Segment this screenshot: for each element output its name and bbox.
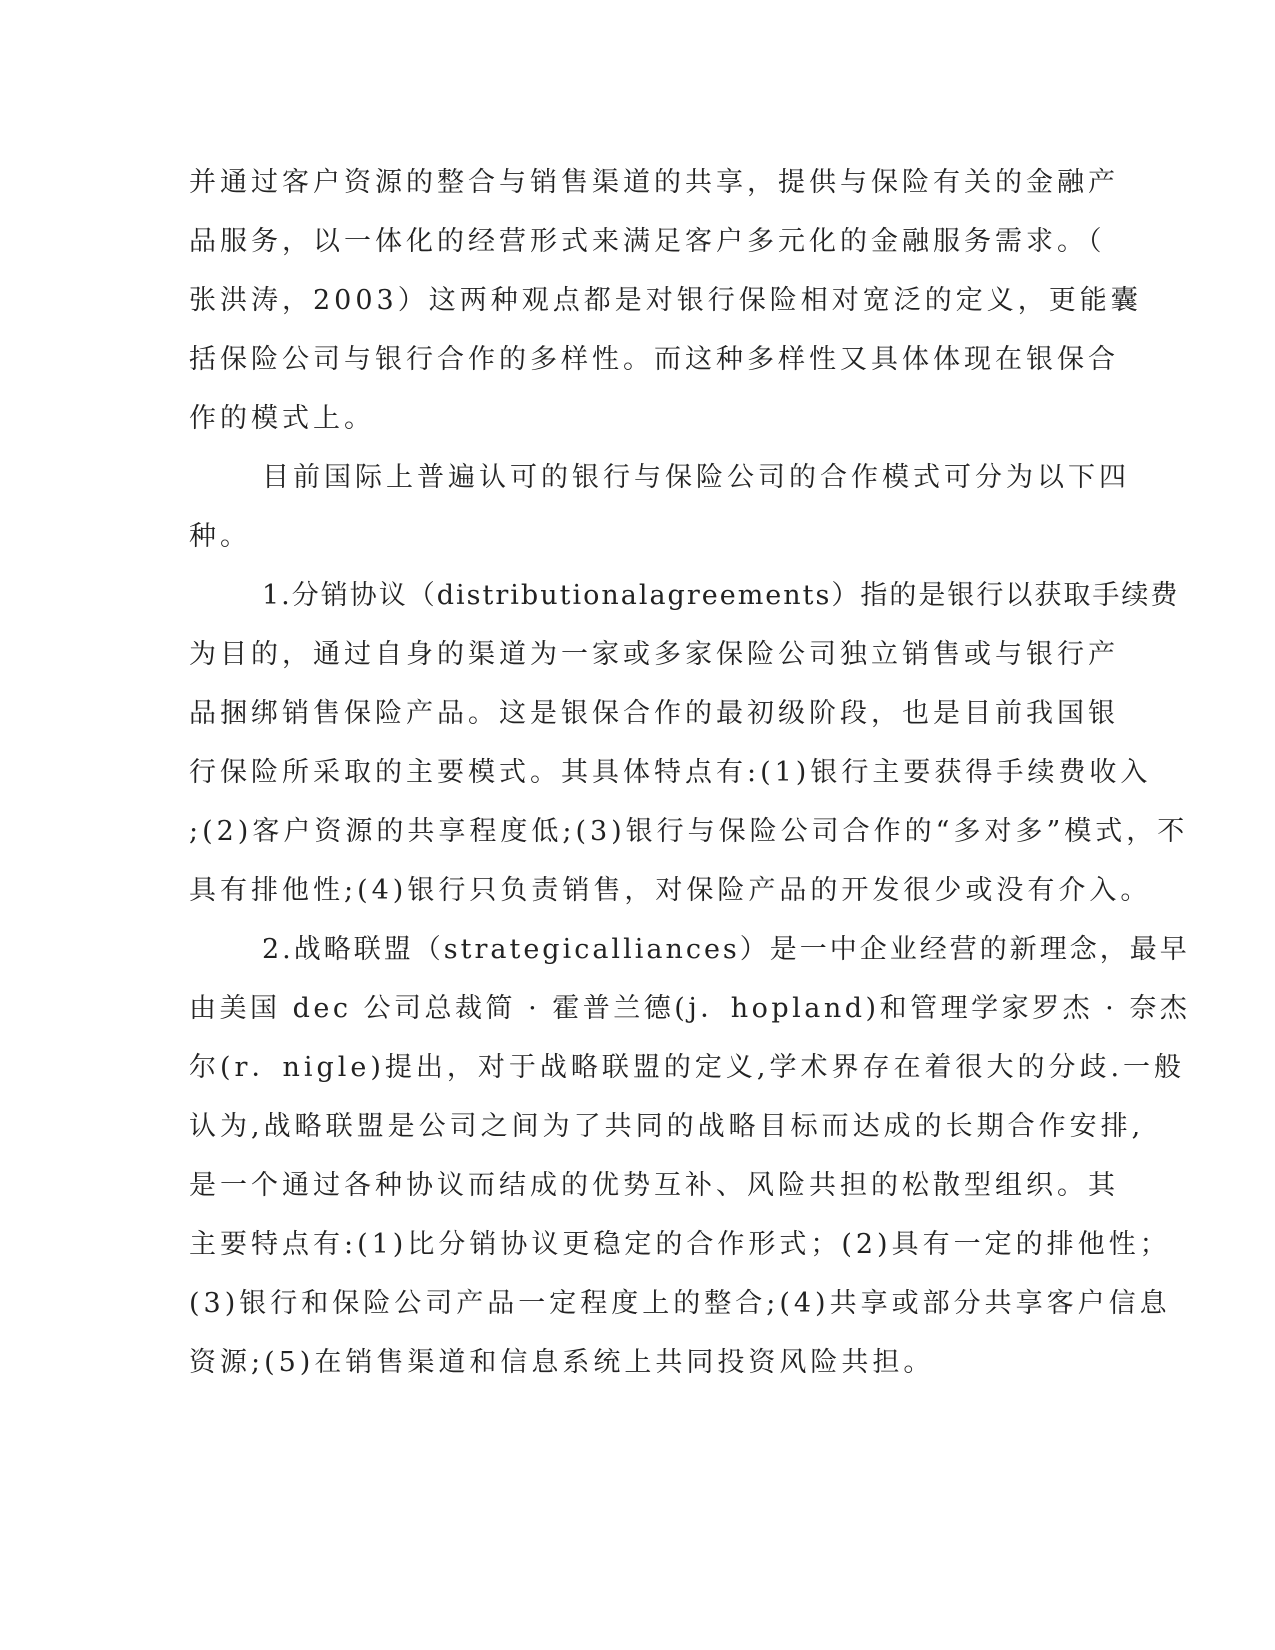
text-line: 具有排他性;(4)银行只负责销售，对保险产品的开发很少或没有介入。 <box>189 875 1152 906</box>
text-line: 认为,战略联盟是公司之间为了共同的战略目标而达成的长期合作安排, <box>189 1111 1145 1142</box>
text-line: ;(2)客户资源的共享程度低;(3)银行与保险公司合作的“多对多”模式，不 <box>189 816 1189 847</box>
text-line: 作的模式上。 <box>189 403 375 434</box>
text-line: 尔(r．nigle)提出，对于战略联盟的定义,学术界存在着很大的分歧.一般 <box>189 1052 1186 1083</box>
text-line: (3)银行和保险公司产品一定程度上的整合;(4)共享或部分共享客户信息 <box>189 1288 1171 1319</box>
text-line: 品捆绑销售保险产品。这是银保合作的最初级阶段，也是目前我国银 <box>189 698 1119 729</box>
paragraph-start: 目前国际上普遍认可的银行与保险公司的合作模式可分为以下四 <box>262 462 1130 493</box>
text-line: 由美国 dec 公司总裁简 · 霍普兰德(j．hopland)和管理学家罗杰 · 奈杰 <box>189 993 1191 1024</box>
text-line: 括保险公司与银行合作的多样性。而这种多样性又具体体现在银保合 <box>189 344 1119 375</box>
text-line: 种。 <box>189 521 251 552</box>
text-line: 行保险所采取的主要模式。其具体特点有:(1)银行主要获得手续费收入 <box>189 757 1152 788</box>
text-line: 资源;(5)在销售渠道和信息系统上共同投资风险共担。 <box>189 1347 935 1378</box>
text-line: 是一个通过各种协议而结成的优势互补、风险共担的松散型组织。其 <box>189 1170 1119 1201</box>
text-line: 为目的，通过自身的渠道为一家或多家保险公司独立销售或与银行产 <box>189 639 1119 670</box>
text-line: 并通过客户资源的整合与销售渠道的共享，提供与保险有关的金融产 <box>189 167 1119 198</box>
text-line: 品服务，以一体化的经营形式来满足客户多元化的金融服务需求。（ <box>189 226 1106 257</box>
text-line: 张洪涛，2003）这两种观点都是对银行保险相对宽泛的定义，更能囊 <box>189 285 1142 316</box>
paragraph-start: 2.战略联盟（strategicalliances）是一中企业经营的新理念，最早 <box>262 934 1190 965</box>
paragraph-start: 1.分销协议（distributionalagreements）指的是银行以获取手续费 <box>262 580 1180 611</box>
text-line: 主要特点有:(1)比分销协议更稳定的合作形式；(2)具有一定的排他性； <box>189 1229 1171 1260</box>
